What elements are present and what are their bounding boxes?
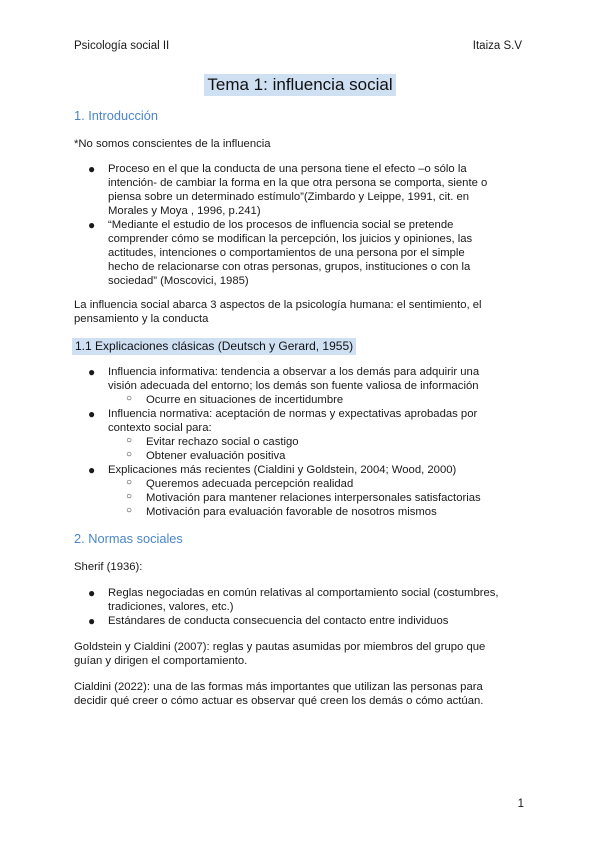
text-line: Influencia informativa: tendencia a observar a los demás para adquirir una: [108, 366, 480, 378]
bullet-icon: ●: [88, 614, 96, 628]
circle-bullet-icon: ○: [126, 393, 133, 404]
section-2-heading: 2. Normas sociales: [74, 531, 183, 546]
circle-bullet-icon: ○: [126, 477, 133, 488]
text-line: Explicaciones más recientes (Cialdini y Goldstein, 2004; Wood, 2000): [108, 464, 457, 476]
sub-list-item: [108, 435, 544, 449]
list-item: [74, 614, 544, 628]
text-line: intención- de cambiar la forma en la que otra persona se comporta, siente o: [108, 177, 488, 189]
section-1-note: *No somos conscientes de la influencia: [74, 138, 271, 150]
goldstein-paragraph: [74, 640, 534, 668]
circle-bullet-icon: ○: [126, 449, 133, 460]
sub-list: [108, 435, 544, 463]
sub-list-item: [108, 491, 544, 505]
text-line: decidir qué creer o cómo actuar es observar qué creen los demás o cómo actúan.: [74, 695, 484, 707]
section-1-summary: [74, 298, 534, 326]
text-line: Motivación para mantener relaciones interpersonales satisfactorias: [146, 492, 481, 504]
text-line: tradiciones, valores, etc.): [108, 601, 234, 613]
text-line: hecho de relacionarse con otras personas, grupos, instituciones o con la: [108, 261, 471, 273]
text-line: Cialdini (2022): una de las formas más importantes que utilizan las personas para: [74, 681, 483, 693]
sub-list: [108, 393, 544, 407]
section-1-heading: 1. Introducción: [74, 108, 158, 123]
header-course: Psicología social II: [74, 40, 170, 52]
text-line: guían y dirigen el comportamiento.: [74, 655, 248, 667]
text-line: Motivación para evaluación favorable de nosotros mismos: [146, 506, 437, 518]
sub-list-item: [108, 449, 544, 463]
sub-list: [108, 477, 544, 519]
text-line: Obtener evaluación positiva: [146, 450, 286, 462]
bullet-icon: ●: [88, 162, 96, 176]
page-number: 1: [517, 798, 524, 810]
list-item: [74, 463, 544, 519]
circle-bullet-icon: ○: [126, 505, 133, 516]
text-line: Estándares de conducta consecuencia del contacto entre individuos: [108, 615, 449, 627]
bullet-icon: ●: [88, 365, 96, 379]
text-line: Queremos adecuada percepción realidad: [146, 478, 354, 490]
circle-bullet-icon: ○: [126, 435, 133, 446]
bullet-icon: ●: [88, 407, 96, 421]
list-item: [74, 407, 544, 463]
text-line: “Mediante el estudio de los procesos de influencia social se pretende: [108, 219, 454, 231]
sub-list-item: [108, 393, 544, 407]
text-line: Proceso en el que la conducta de una persona tiene el efecto –o sólo la: [108, 163, 467, 175]
list-item: [74, 218, 544, 288]
sherif-label: Sherif (1936):: [74, 561, 143, 573]
text-line: La influencia social abarca 3 aspectos de la psicología humana: el sentimiento, el: [74, 299, 482, 311]
text-line: sociedad” (Moscovici, 1985): [108, 275, 249, 287]
text-line: Morales y Moya , 1996, p.241): [108, 205, 261, 217]
text-line: actitudes, intenciones o comportamientos de una persona por el simple: [108, 247, 465, 259]
header-author: Itaiza S.V: [472, 40, 522, 52]
sub-list-item: [108, 477, 544, 491]
bullet-icon: ●: [88, 463, 96, 477]
cialdini-paragraph: [74, 680, 534, 708]
text-line: Ocurre en situaciones de incertidumbre: [146, 394, 344, 406]
text-line: Influencia normativa: aceptación de normas y expectativas aprobadas por: [108, 408, 478, 420]
section-2-bullets: [74, 586, 544, 628]
sub-list-item: [108, 505, 544, 519]
list-item: [74, 162, 544, 218]
text-line: contexto social para:: [108, 422, 212, 434]
bullet-icon: ●: [88, 218, 96, 232]
title-container: [0, 74, 600, 96]
page-title: Tema 1: influencia social: [204, 74, 395, 96]
text-line: comprender cómo se modifican la percepción, los juicios y opiniones, las: [108, 233, 473, 245]
list-item: [74, 365, 544, 407]
text-line: Reglas negociadas en común relativas al comportamiento social (costumbres,: [108, 587, 499, 599]
section-1-bullets: [74, 162, 544, 288]
text-line: Goldstein y Cialdini (2007): reglas y pautas asumidas por miembros del grupo que: [74, 641, 486, 653]
circle-bullet-icon: ○: [126, 491, 133, 502]
text-line: Evitar rechazo social o castigo: [146, 436, 299, 448]
section-1-1-list: [74, 365, 544, 519]
section-1-1-heading: 1.1 Explicaciones clásicas (Deutsch y Gerard, 1955): [72, 338, 356, 355]
list-item: [74, 586, 544, 614]
bullet-icon: ●: [88, 586, 96, 600]
text-line: pensamiento y la conducta: [74, 313, 209, 325]
text-line: visión adecuada del entorno; los demás son fuente valiosa de información: [108, 380, 479, 392]
text-line: piensa sobre un determinado estímulo”(Zimbardo y Leippe, 1991, cit. en: [108, 191, 470, 203]
